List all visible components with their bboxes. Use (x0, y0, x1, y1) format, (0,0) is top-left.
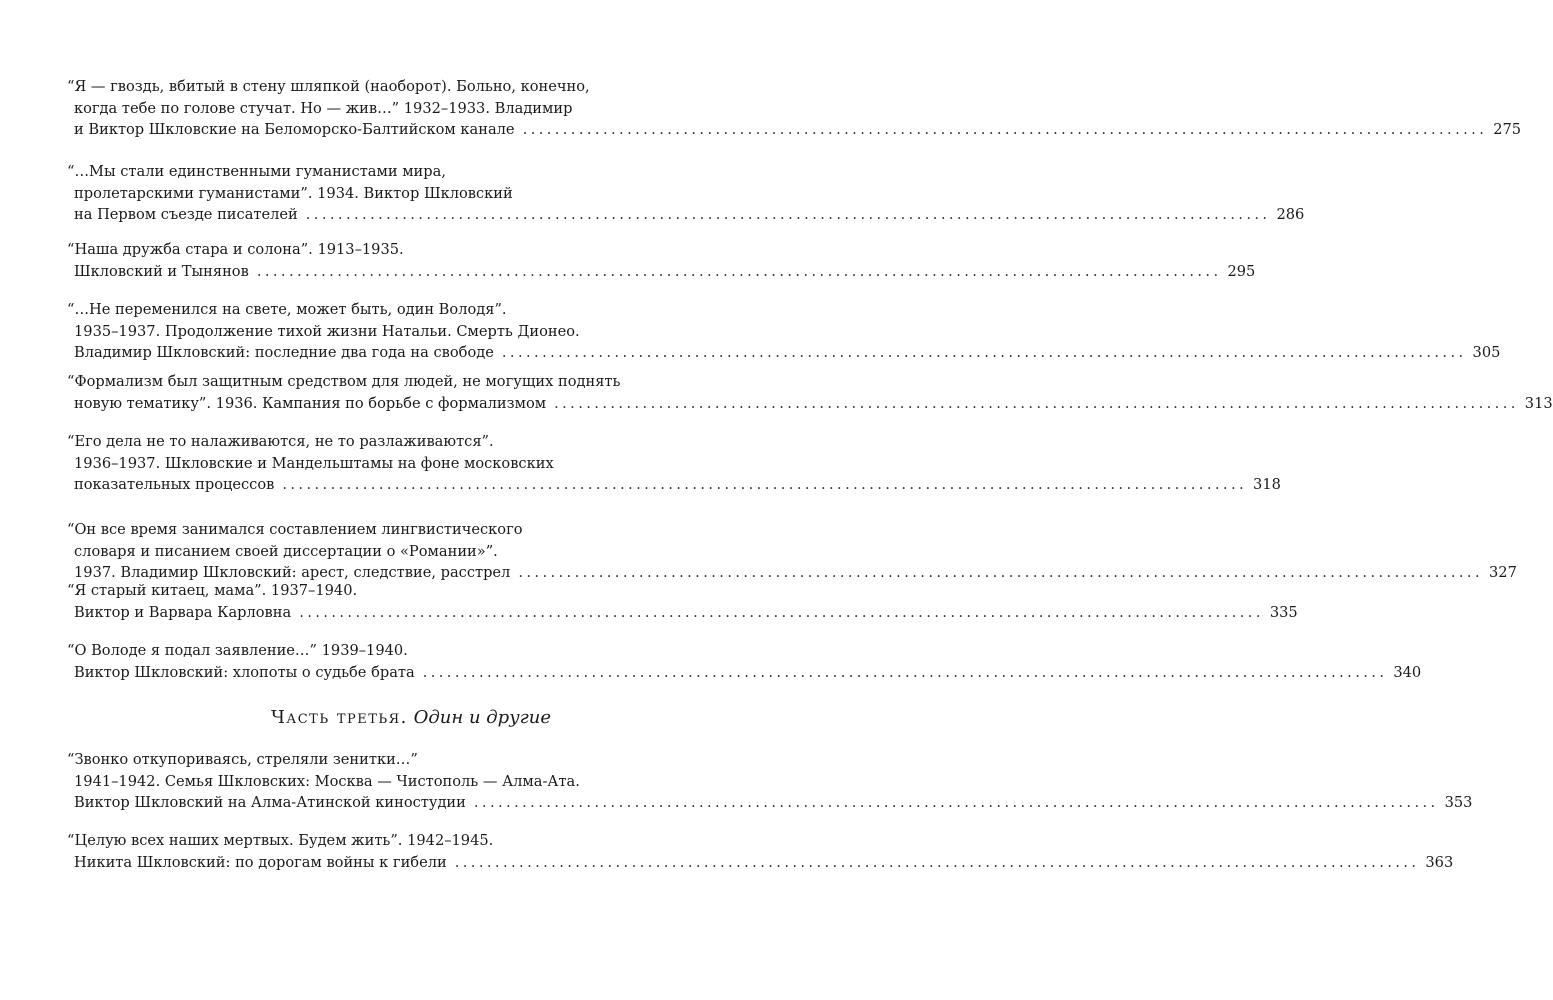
dot-leader: ........................................................................................................................ (473, 794, 1439, 811)
toc-entry-last-line (67, 602, 1298, 624)
toc-entry-line: “Формализм был защитным средством для людей, не могущих поднять (67, 373, 621, 390)
page-number: 327 (1489, 564, 1517, 581)
toc-entry-line: пролетарскими гуманистами”. 1934. Виктор Шкловский (74, 184, 513, 202)
toc-entry-last-line (67, 474, 1281, 496)
page-number: 305 (1472, 344, 1501, 361)
page-number: 286 (1276, 206, 1305, 223)
toc-entry-line: когда тебе по голове стучат. Но — жив…” 1932–1933. Владимир (74, 99, 573, 117)
dot-leader: ........................................................................................................................ (454, 853, 1420, 871)
part-heading-label: Часть третья. (270, 707, 408, 728)
toc-entry-last-line (67, 393, 1553, 415)
toc-entry-text: новую тематику”. 1936. Кампания по борьбе с формализмом (74, 394, 547, 412)
dot-leader: ........................................................................................................................ (422, 663, 1388, 681)
toc-entry-text: Никита Шкловский: по дорогам войны к гибели (74, 853, 447, 871)
dot-leader: ........................................................................................................................ (518, 564, 1483, 581)
toc-entry-text: на Первом съезде писателей (74, 206, 298, 223)
toc-entry (67, 580, 1298, 623)
dot-leader: ........................................................................................................................ (256, 262, 1222, 280)
toc-entry (67, 749, 1473, 814)
toc-entry-line: 1935–1937. Продолжение тихой жизни Натальи. Смерть Дионео. (74, 322, 580, 340)
toc-entry-line: “…Мы стали единственными гуманистами мира, (67, 163, 446, 180)
page-number: 275 (1493, 121, 1522, 138)
dot-leader: ........................................................................................................................ (501, 344, 1467, 361)
toc-entry (67, 239, 1256, 282)
page-number: 318 (1253, 476, 1281, 493)
toc-entry-text: показательных процессов (74, 476, 275, 493)
toc-entry-last-line (67, 119, 1522, 141)
dot-leader: ........................................................................................................................ (282, 476, 1248, 493)
toc-entry-text: Виктор Шкловский на Алма-Атинской киностудии (74, 794, 466, 811)
page-number: 335 (1269, 603, 1298, 621)
page-number: 313 (1524, 394, 1553, 412)
page-number: 340 (1393, 663, 1422, 681)
dot-leader: ........................................................................................................................ (305, 206, 1271, 223)
toc-entry-line: “Звонко откупориваясь, стреляли зенитки…” (67, 751, 418, 768)
toc-entry (67, 640, 1422, 683)
toc-entry-text: и Виктор Шкловские на Беломорско-Балтийском канале (74, 121, 515, 138)
page-number: 295 (1227, 262, 1256, 280)
toc-entry-line: 1941–1942. Семья Шкловских: Москва — Чистополь — Алма-Ата. (74, 772, 580, 790)
toc-entry-line: “Я — гвоздь, вбитый в стену шляпкой (наоборот). Больно, конечно, (67, 78, 590, 95)
dot-leader: ........................................................................................................................ (299, 603, 1264, 621)
toc-entry-text: Виктор Шкловский: хлопоты о судьбе брата (74, 663, 415, 681)
toc-entry-text: 1937. Владимир Шкловский: арест, следствие, расстрел (74, 564, 511, 581)
toc-entry-line: “Я старый китаец, мама”. 1937–1940. (67, 582, 358, 599)
toc-entry-line: 1936–1937. Шкловские и Мандельштамы на фоне московских (74, 454, 554, 472)
page-number: 363 (1425, 853, 1454, 871)
toc-entry-line: словаря и писанием своей диссертации о «Романии»”. (74, 542, 498, 560)
toc-entry-last-line (67, 662, 1422, 684)
toc-entry-line: “Наша дружба стара и солона”. 1913–1935. (67, 241, 404, 258)
toc-entry (67, 431, 1281, 496)
toc-entry (67, 519, 1517, 584)
toc-entry-last-line (67, 342, 1501, 364)
toc-entry (67, 76, 1522, 141)
toc-entry-line: “О Володе я подал заявление…” 1939–1940. (67, 642, 408, 659)
dot-leader: ........................................................................................................................ (554, 394, 1519, 412)
toc-entry-last-line (67, 204, 1305, 226)
toc-entry-text: Шкловский и Тынянов (74, 262, 249, 280)
toc-entry-line: “Он все время занимался составлением лингвистического (67, 521, 523, 538)
toc-entry (67, 371, 1553, 414)
part-heading (271, 706, 551, 730)
page-number: 353 (1444, 794, 1473, 811)
toc-entry-last-line (67, 852, 1454, 874)
toc-entry-last-line (67, 792, 1473, 814)
toc-entry-line: “Его дела не то налаживаются, не то разлаживаются”. (67, 433, 494, 450)
part-heading-subtitle: Один и другие (413, 707, 551, 728)
dot-leader: ........................................................................................................................ (522, 121, 1488, 138)
toc-entry-line: “…Не переменился на свете, может быть, один Володя”. (67, 301, 507, 318)
toc-entry-last-line (67, 261, 1256, 283)
toc-entry (67, 161, 1305, 226)
toc-entry (67, 299, 1501, 364)
toc-entry-text: Виктор и Варвара Карловна (74, 603, 292, 621)
toc-entry-line: “Целую всех наших мертвых. Будем жить”. 1942–1945. (67, 832, 494, 849)
toc-entry-text: Владимир Шкловский: последние два года на свободе (74, 344, 494, 361)
toc-entry (67, 830, 1454, 873)
